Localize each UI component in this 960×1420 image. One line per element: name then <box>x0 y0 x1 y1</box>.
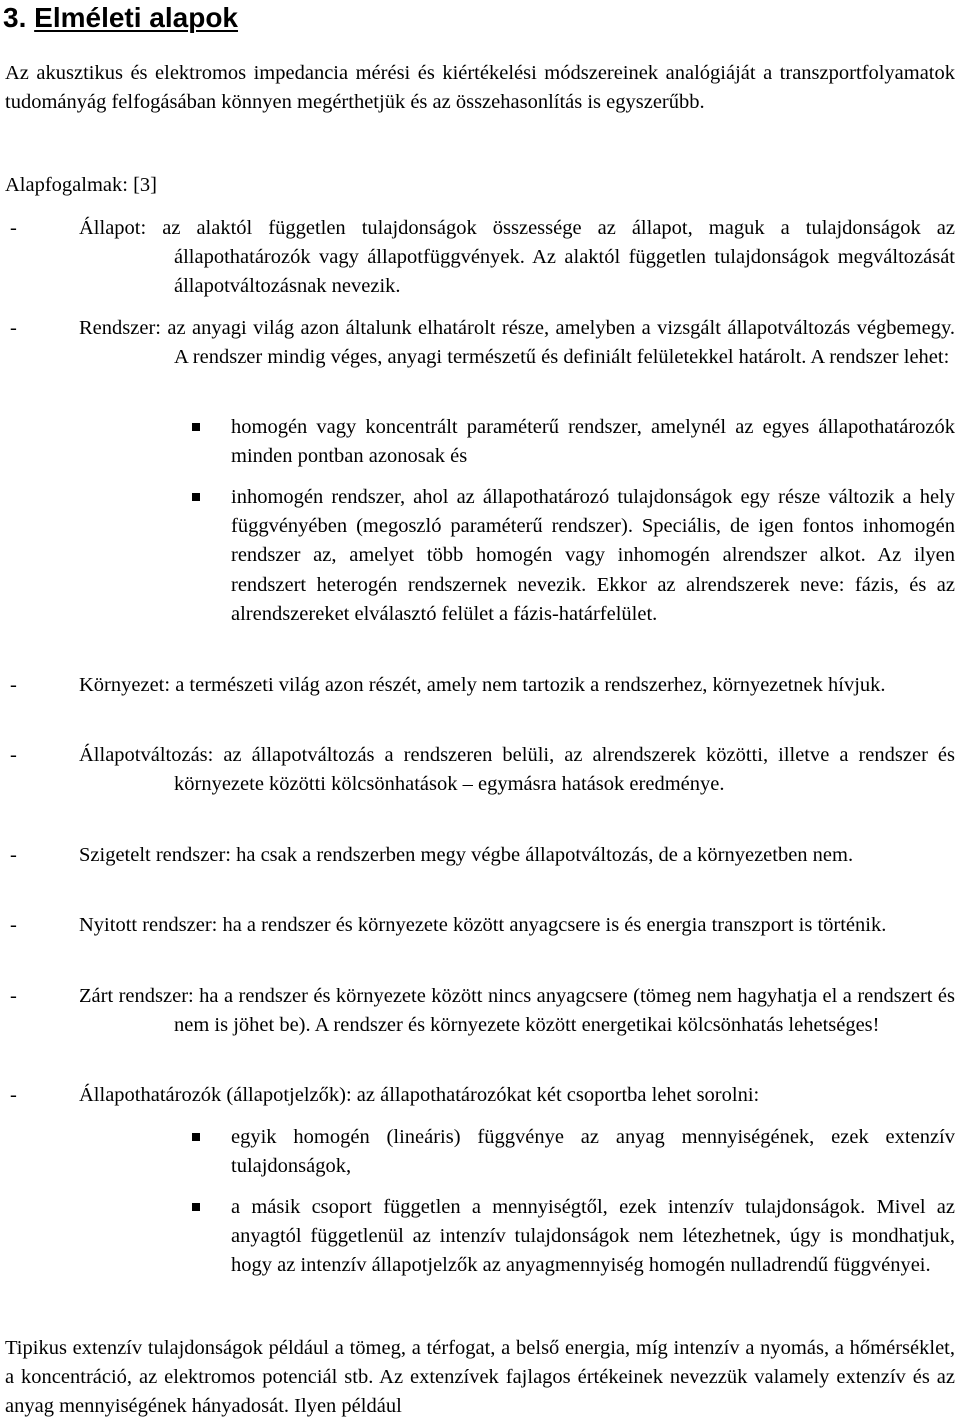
definition-text: Rendszer: az anyagi világ azon általunk elhatárolt része, amelyben a vizsgált állapotváltozás végbemegy. A rendszer mindig véges, anyagi természetű és definiált felületekkel határolt. A rendszer lehet: <box>79 317 955 369</box>
square-bullet-icon <box>192 423 200 431</box>
dash-marker: - <box>10 744 17 766</box>
square-bullet-icon <box>192 1133 200 1141</box>
bullet-text: egyik homogén (lineáris) függvénye az anyag mennyiségének, ezek extenzív tulajdonságok, <box>231 1126 955 1178</box>
intro-paragraph: Az akusztikus és elektromos impedancia mérési és kiértékelési módszereinek analógiáját a transzportfolyamatok tudományág felfogásában könnyen megérthetjük és az összehasonlítás is egyszerűbb. <box>5 62 955 114</box>
dash-marker: - <box>10 217 17 239</box>
square-bullet-icon <box>192 1203 200 1211</box>
definition-text: Környezet: a természeti világ azon részét, amely nem tartozik a rendszerhez, környezetnek hívjuk. <box>79 674 886 696</box>
closing-paragraph: Tipikus extenzív tulajdonságok például a tömeg, a térfogat, a belső energia, míg intenzív a nyomás, a hőmérséklet, a koncentráció, az elektromos potenciál stb. Az extenzívek fajlagos értékeinek nevezzük valamely extenzív és az anyag mennyiségének hányadosát. Ilyen például <box>5 1337 955 1418</box>
dash-marker: - <box>10 985 17 1007</box>
square-bullet-icon <box>192 493 200 501</box>
definition-text: Zárt rendszer: ha a rendszer és környezete között nincs anyagcsere (tömeg nem hagyhatja el a rendszert és nem is jöhet be). A rendszer és környezete között energetikai kölcsönhatás lehetséges! <box>79 985 955 1037</box>
definition-text: Szigetelt rendszer: ha csak a rendszerben megy végbe állapotváltozás, de a környezetben nem. <box>79 844 854 866</box>
definition-text: Állapotváltozás: az állapotváltozás a rendszeren belüli, az alrendszerek közötti, illetve a rendszer és környezete közötti kölcsönhatások – egymásra hatások eredménye. <box>79 744 955 796</box>
dash-marker: - <box>10 914 17 936</box>
dash-marker: - <box>10 844 17 866</box>
dash-marker: - <box>10 674 17 696</box>
definition-text: Nyitott rendszer: ha a rendszer és környezete között anyagcsere is és energia transzport is történik. <box>79 914 887 936</box>
bullet-text: homogén vagy koncentrált paraméterű rendszer, amelynél az egyes állapothatározók minden pontban azonosak és <box>231 416 955 468</box>
section-number: 3. <box>3 2 27 33</box>
definition-text: Állapot: az alaktól független tulajdonságok összessége az állapot, maguk a tulajdonságok az állapothatározók vagy állapotfüggvények. Az alaktól független tulajdonságok megváltozását állapotváltozásnak nevezik. <box>79 217 955 298</box>
bullet-text: inhomogén rendszer, ahol az állapothatározó tulajdonságok egy része változik a hely függvényében (megoszló paraméterű rendszer). Speciális, de igen fontos inhomogén rendszer az, amelyet több homogén vagy inhomogén alrendszer alkot. Az ilyen rendszert heterogén rendszernek nevezik. Ekkor az alrendszerek neve: fázis, és az alrendszereket elválasztó felület a fázis-határfelület. <box>231 486 955 625</box>
definition-text: Állapothatározók (állapotjelzők): az állapothatározókat két csoportba lehet sorolni: <box>79 1084 760 1106</box>
bullet-text: a másik csoport független a mennyiségtől, ezek intenzív tulajdonságok. Mivel az anyagtól függetlenül az intenzív tulajdonságok nem létezhetnek, úgy is mondhatjuk, hogy az intenzív állapotjelzők az anyagmennyiség homogén nulladrendű függvényei. <box>231 1196 955 1277</box>
dash-marker: - <box>10 1084 17 1106</box>
section-title: Elméleti alapok <box>34 2 239 33</box>
section-heading <box>3 0 238 36</box>
basics-label: Alapfogalmak: [3] <box>5 174 157 196</box>
dash-marker: - <box>10 317 17 339</box>
